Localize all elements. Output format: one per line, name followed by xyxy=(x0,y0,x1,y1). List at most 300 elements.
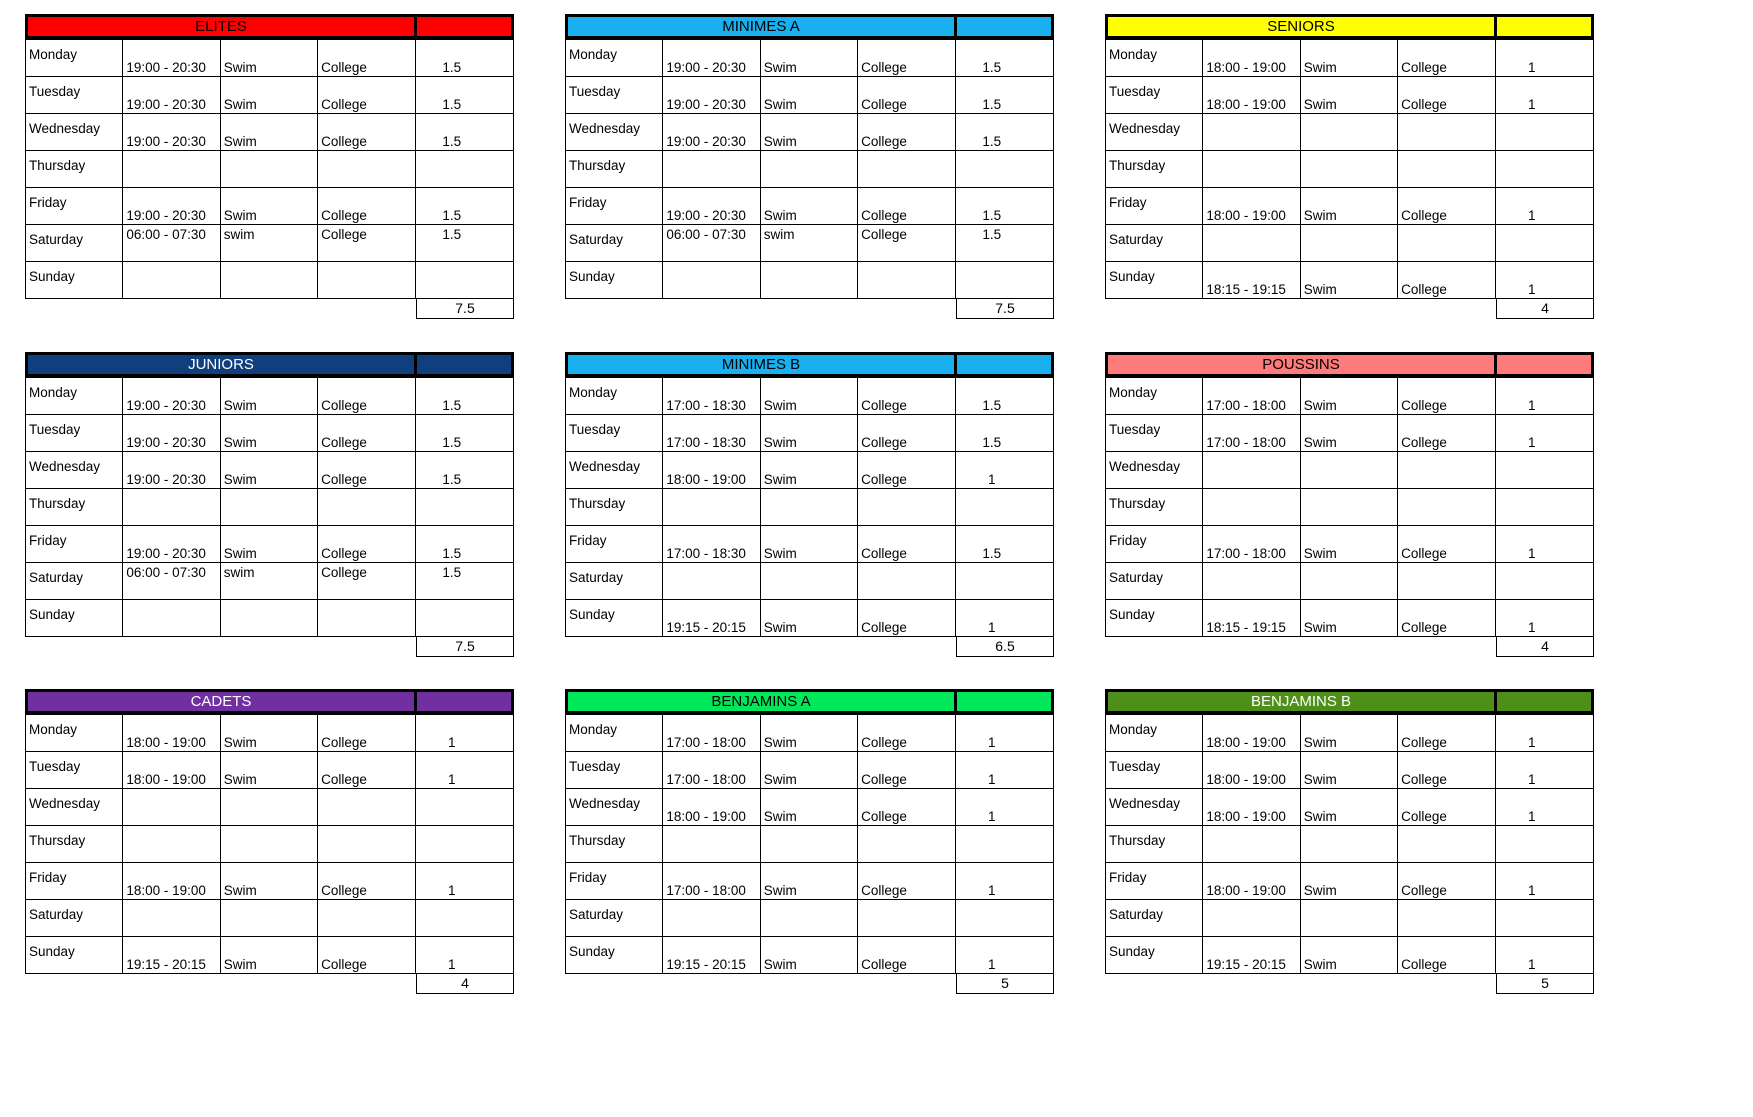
activity-cell: Swim xyxy=(220,188,317,225)
day-cell: Sunday xyxy=(566,262,663,299)
location-cell: College xyxy=(858,188,955,225)
schedule-header xyxy=(1105,689,1594,714)
time-cell xyxy=(1203,452,1300,489)
activity-cell xyxy=(220,262,317,299)
hours-cell: 1 xyxy=(1495,77,1594,114)
hours-cell xyxy=(955,826,1054,863)
hours-cell: 1.5 xyxy=(955,526,1054,563)
location-cell: College xyxy=(1398,600,1495,637)
schedule-table xyxy=(1105,377,1594,637)
schedule-table xyxy=(565,377,1054,637)
day-cell: Saturday xyxy=(566,900,663,937)
schedule-header-hours-cell xyxy=(957,692,1051,711)
hours-cell: 1 xyxy=(955,600,1054,637)
hours-cell: 1.5 xyxy=(415,378,514,415)
hours-cell: 1 xyxy=(415,863,514,900)
schedule-title: CADETS xyxy=(28,692,417,711)
table-row xyxy=(26,715,514,752)
location-cell: College xyxy=(858,114,955,151)
schedule-header-hours-cell xyxy=(957,17,1051,36)
hours-cell xyxy=(1495,563,1594,600)
day-cell: Thursday xyxy=(566,489,663,526)
time-cell: 18:00 - 19:00 xyxy=(1203,77,1300,114)
time-cell: 17:00 - 18:00 xyxy=(1203,526,1300,563)
schedule-title: BENJAMINS A xyxy=(568,692,957,711)
time-cell: 19:00 - 20:30 xyxy=(663,40,760,77)
location-cell: College xyxy=(858,715,955,752)
time-cell: 18:15 - 19:15 xyxy=(1203,262,1300,299)
day-cell: Thursday xyxy=(1106,489,1203,526)
hours-cell xyxy=(1495,452,1594,489)
activity-cell: Swim xyxy=(1300,600,1397,637)
activity-cell xyxy=(220,900,317,937)
activity-cell: swim xyxy=(760,225,857,262)
schedule-table xyxy=(1105,714,1594,974)
activity-cell: Swim xyxy=(1300,863,1397,900)
schedule-header xyxy=(1105,352,1594,377)
location-cell: College xyxy=(858,600,955,637)
table-row xyxy=(26,789,514,826)
location-cell: College xyxy=(1398,415,1495,452)
time-cell: 18:00 - 19:00 xyxy=(663,789,760,826)
location-cell: College xyxy=(318,225,415,262)
table-row xyxy=(566,40,1054,77)
activity-cell xyxy=(1300,826,1397,863)
day-cell: Sunday xyxy=(1106,262,1203,299)
day-cell: Sunday xyxy=(26,937,123,974)
day-cell: Tuesday xyxy=(26,752,123,789)
activity-cell: Swim xyxy=(1300,415,1397,452)
location-cell: College xyxy=(858,415,955,452)
location-cell xyxy=(318,600,415,637)
location-cell: College xyxy=(1398,77,1495,114)
time-cell: 18:00 - 19:00 xyxy=(1203,752,1300,789)
location-cell xyxy=(318,826,415,863)
time-cell xyxy=(1203,563,1300,600)
hours-cell: 1.5 xyxy=(955,77,1054,114)
time-cell: 18:00 - 19:00 xyxy=(663,452,760,489)
activity-cell: Swim xyxy=(1300,188,1397,225)
schedule-benjamins-a xyxy=(565,689,1054,1009)
time-cell xyxy=(1203,225,1300,262)
hours-cell: 1 xyxy=(955,789,1054,826)
hours-cell: 1 xyxy=(415,752,514,789)
location-cell: College xyxy=(858,863,955,900)
day-cell: Wednesday xyxy=(1106,452,1203,489)
table-row xyxy=(566,900,1054,937)
table-row xyxy=(26,452,514,489)
table-row xyxy=(566,715,1054,752)
hours-cell xyxy=(415,826,514,863)
time-cell: 17:00 - 18:30 xyxy=(663,415,760,452)
table-row xyxy=(26,900,514,937)
time-cell: 18:00 - 19:00 xyxy=(1203,789,1300,826)
day-cell: Friday xyxy=(566,863,663,900)
location-cell: College xyxy=(318,526,415,563)
day-cell: Wednesday xyxy=(26,789,123,826)
hours-cell: 1 xyxy=(1495,188,1594,225)
day-cell: Wednesday xyxy=(1106,114,1203,151)
time-cell: 19:00 - 20:30 xyxy=(123,77,220,114)
schedule-table xyxy=(1105,39,1594,299)
time-cell: 19:00 - 20:30 xyxy=(663,77,760,114)
time-cell xyxy=(663,489,760,526)
hours-cell: 1 xyxy=(415,715,514,752)
location-cell xyxy=(858,151,955,188)
schedule-header-hours-cell xyxy=(417,355,511,374)
day-cell: Thursday xyxy=(1106,826,1203,863)
day-cell: Thursday xyxy=(26,826,123,863)
time-cell: 19:15 - 20:15 xyxy=(663,937,760,974)
location-cell: College xyxy=(1398,378,1495,415)
day-cell: Wednesday xyxy=(566,114,663,151)
table-row xyxy=(26,563,514,600)
hours-cell: 1.5 xyxy=(415,40,514,77)
table-row xyxy=(1106,789,1594,826)
location-cell: College xyxy=(858,40,955,77)
table-row xyxy=(26,151,514,188)
table-row xyxy=(1106,526,1594,563)
time-cell: 17:00 - 18:00 xyxy=(663,752,760,789)
hours-cell: 1.5 xyxy=(415,452,514,489)
time-cell: 18:00 - 19:00 xyxy=(123,863,220,900)
activity-cell xyxy=(1300,114,1397,151)
time-cell: 19:00 - 20:30 xyxy=(123,114,220,151)
hours-cell: 1.5 xyxy=(955,188,1054,225)
day-cell: Saturday xyxy=(566,225,663,262)
location-cell: College xyxy=(1398,40,1495,77)
day-cell: Thursday xyxy=(566,151,663,188)
table-row xyxy=(1106,225,1594,262)
activity-cell xyxy=(1300,489,1397,526)
day-cell: Monday xyxy=(1106,40,1203,77)
table-row xyxy=(566,600,1054,637)
time-cell: 17:00 - 18:30 xyxy=(663,526,760,563)
table-row xyxy=(1106,114,1594,151)
location-cell: College xyxy=(858,77,955,114)
location-cell xyxy=(1398,563,1495,600)
day-cell: Wednesday xyxy=(26,114,123,151)
activity-cell: Swim xyxy=(760,715,857,752)
location-cell: College xyxy=(318,452,415,489)
day-cell: Sunday xyxy=(566,600,663,637)
activity-cell: Swim xyxy=(1300,378,1397,415)
activity-cell xyxy=(760,826,857,863)
table-row xyxy=(566,563,1054,600)
location-cell xyxy=(318,489,415,526)
activity-cell xyxy=(760,151,857,188)
time-cell xyxy=(1203,826,1300,863)
hours-cell xyxy=(415,151,514,188)
location-cell xyxy=(858,262,955,299)
activity-cell xyxy=(220,600,317,637)
hours-cell xyxy=(415,900,514,937)
activity-cell: Swim xyxy=(1300,715,1397,752)
time-cell xyxy=(663,563,760,600)
location-cell xyxy=(858,900,955,937)
activity-cell: Swim xyxy=(220,452,317,489)
hours-cell: 1 xyxy=(1495,40,1594,77)
table-row xyxy=(566,863,1054,900)
location-cell xyxy=(858,826,955,863)
activity-cell: Swim xyxy=(760,863,857,900)
activity-cell xyxy=(1300,225,1397,262)
hours-cell: 1.5 xyxy=(955,225,1054,262)
day-cell: Sunday xyxy=(1106,937,1203,974)
schedule-header-hours-cell xyxy=(417,692,511,711)
hours-cell xyxy=(415,600,514,637)
day-cell: Wednesday xyxy=(566,452,663,489)
table-row xyxy=(566,752,1054,789)
hours-cell: 1 xyxy=(415,937,514,974)
table-row xyxy=(566,526,1054,563)
activity-cell: Swim xyxy=(220,863,317,900)
table-row xyxy=(26,415,514,452)
day-cell: Thursday xyxy=(566,826,663,863)
schedule-header-hours-cell xyxy=(417,17,511,36)
table-row xyxy=(1106,262,1594,299)
location-cell: College xyxy=(1398,752,1495,789)
activity-cell: swim xyxy=(220,563,317,600)
activity-cell: Swim xyxy=(1300,789,1397,826)
day-cell: Monday xyxy=(566,378,663,415)
hours-cell xyxy=(1495,151,1594,188)
table-row xyxy=(1106,452,1594,489)
hours-cell xyxy=(1495,900,1594,937)
location-cell xyxy=(318,151,415,188)
day-cell: Wednesday xyxy=(1106,789,1203,826)
schedule-header-hours-cell xyxy=(1497,17,1591,36)
schedule-table xyxy=(25,39,514,299)
schedule-title: JUNIORS xyxy=(28,355,417,374)
time-cell: 18:00 - 19:00 xyxy=(1203,188,1300,225)
hours-cell: 1 xyxy=(955,715,1054,752)
hours-cell: 1.5 xyxy=(415,77,514,114)
activity-cell: Swim xyxy=(220,937,317,974)
hours-cell xyxy=(955,563,1054,600)
activity-cell: Swim xyxy=(1300,526,1397,563)
schedule-table xyxy=(565,39,1054,299)
day-cell: Tuesday xyxy=(1106,415,1203,452)
location-cell: College xyxy=(318,715,415,752)
day-cell: Saturday xyxy=(1106,900,1203,937)
location-cell xyxy=(1398,900,1495,937)
day-cell: Sunday xyxy=(26,262,123,299)
time-cell: 19:15 - 20:15 xyxy=(663,600,760,637)
day-cell: Tuesday xyxy=(1106,77,1203,114)
time-cell xyxy=(663,900,760,937)
activity-cell: Swim xyxy=(760,752,857,789)
activity-cell: Swim xyxy=(220,752,317,789)
activity-cell: Swim xyxy=(220,415,317,452)
location-cell xyxy=(858,489,955,526)
hours-cell: 1 xyxy=(1495,789,1594,826)
hours-cell: 1 xyxy=(1495,715,1594,752)
time-cell: 18:00 - 19:00 xyxy=(123,715,220,752)
time-cell: 19:15 - 20:15 xyxy=(1203,937,1300,974)
time-cell: 06:00 - 07:30 xyxy=(663,225,760,262)
location-cell: College xyxy=(318,378,415,415)
table-row xyxy=(26,262,514,299)
location-cell: College xyxy=(858,526,955,563)
table-row xyxy=(1106,415,1594,452)
time-cell: 06:00 - 07:30 xyxy=(123,563,220,600)
location-cell: College xyxy=(318,863,415,900)
time-cell: 19:00 - 20:30 xyxy=(123,188,220,225)
time-cell: 19:00 - 20:30 xyxy=(123,378,220,415)
table-row xyxy=(566,114,1054,151)
location-cell: College xyxy=(1398,937,1495,974)
day-cell: Thursday xyxy=(26,489,123,526)
time-cell xyxy=(123,900,220,937)
table-row xyxy=(26,600,514,637)
day-cell: Monday xyxy=(566,715,663,752)
table-row xyxy=(26,752,514,789)
table-row xyxy=(1106,900,1594,937)
day-cell: Friday xyxy=(566,188,663,225)
hours-cell: 1 xyxy=(955,752,1054,789)
activity-cell: Swim xyxy=(1300,752,1397,789)
location-cell: College xyxy=(318,40,415,77)
time-cell xyxy=(123,600,220,637)
activity-cell xyxy=(1300,151,1397,188)
activity-cell: Swim xyxy=(760,415,857,452)
activity-cell: Swim xyxy=(220,715,317,752)
time-cell: 19:00 - 20:30 xyxy=(123,526,220,563)
hours-cell: 1.5 xyxy=(415,563,514,600)
table-row xyxy=(1106,489,1594,526)
hours-cell: 1.5 xyxy=(955,378,1054,415)
day-cell: Saturday xyxy=(1106,563,1203,600)
activity-cell: Swim xyxy=(1300,77,1397,114)
schedule-minimes-a xyxy=(565,14,1054,334)
day-cell: Monday xyxy=(26,378,123,415)
schedule-header xyxy=(25,352,514,377)
schedule-seniors xyxy=(1105,14,1594,334)
location-cell xyxy=(318,900,415,937)
hours-cell xyxy=(955,900,1054,937)
table-row xyxy=(1106,826,1594,863)
activity-cell xyxy=(1300,900,1397,937)
day-cell: Friday xyxy=(26,526,123,563)
time-cell: 19:15 - 20:15 xyxy=(123,937,220,974)
schedule-table xyxy=(25,377,514,637)
day-cell: Wednesday xyxy=(26,452,123,489)
schedule-title: BENJAMINS B xyxy=(1108,692,1497,711)
table-row xyxy=(26,77,514,114)
table-row xyxy=(566,151,1054,188)
table-row xyxy=(566,415,1054,452)
table-row xyxy=(1106,563,1594,600)
day-cell: Saturday xyxy=(26,900,123,937)
location-cell: College xyxy=(318,188,415,225)
total-hours: 7.5 xyxy=(416,636,514,657)
time-cell xyxy=(123,151,220,188)
location-cell xyxy=(318,262,415,299)
schedule-title: ELITES xyxy=(28,17,417,36)
time-cell: 19:00 - 20:30 xyxy=(123,452,220,489)
activity-cell xyxy=(220,489,317,526)
location-cell xyxy=(1398,225,1495,262)
time-cell xyxy=(123,489,220,526)
time-cell: 18:00 - 19:00 xyxy=(1203,40,1300,77)
location-cell: College xyxy=(318,114,415,151)
day-cell: Friday xyxy=(1106,526,1203,563)
day-cell: Friday xyxy=(1106,863,1203,900)
hours-cell xyxy=(415,262,514,299)
hours-cell xyxy=(415,789,514,826)
schedule-table xyxy=(565,714,1054,974)
day-cell: Monday xyxy=(1106,378,1203,415)
table-row xyxy=(1106,937,1594,974)
location-cell xyxy=(1398,489,1495,526)
table-row xyxy=(566,225,1054,262)
table-row xyxy=(26,937,514,974)
day-cell: Tuesday xyxy=(1106,752,1203,789)
table-row xyxy=(1106,600,1594,637)
day-cell: Tuesday xyxy=(26,415,123,452)
hours-cell: 1.5 xyxy=(955,114,1054,151)
table-row xyxy=(566,452,1054,489)
location-cell: College xyxy=(318,937,415,974)
table-row xyxy=(1106,188,1594,225)
location-cell: College xyxy=(858,452,955,489)
activity-cell: Swim xyxy=(220,77,317,114)
schedule-header xyxy=(565,14,1054,39)
time-cell xyxy=(123,789,220,826)
table-row xyxy=(566,77,1054,114)
day-cell: Sunday xyxy=(1106,600,1203,637)
hours-cell xyxy=(415,489,514,526)
hours-cell xyxy=(1495,225,1594,262)
day-cell: Tuesday xyxy=(26,77,123,114)
activity-cell: Swim xyxy=(220,378,317,415)
time-cell: 17:00 - 18:00 xyxy=(1203,378,1300,415)
time-cell: 17:00 - 18:30 xyxy=(663,378,760,415)
schedule-juniors xyxy=(25,352,514,672)
hours-cell: 1 xyxy=(955,452,1054,489)
schedule-title: MINIMES A xyxy=(568,17,957,36)
time-cell xyxy=(1203,151,1300,188)
activity-cell: Swim xyxy=(760,40,857,77)
day-cell: Sunday xyxy=(26,600,123,637)
schedule-header xyxy=(25,14,514,39)
table-row xyxy=(26,40,514,77)
location-cell: College xyxy=(858,752,955,789)
table-row xyxy=(26,378,514,415)
schedule-poussins xyxy=(1105,352,1594,672)
location-cell: College xyxy=(858,378,955,415)
activity-cell: Swim xyxy=(1300,262,1397,299)
day-cell: Monday xyxy=(26,715,123,752)
time-cell: 17:00 - 18:00 xyxy=(663,863,760,900)
activity-cell: Swim xyxy=(760,789,857,826)
hours-cell: 1.5 xyxy=(955,415,1054,452)
location-cell: College xyxy=(1398,188,1495,225)
table-row xyxy=(566,262,1054,299)
activity-cell: Swim xyxy=(1300,40,1397,77)
hours-cell: 1.5 xyxy=(415,114,514,151)
schedule-header xyxy=(565,352,1054,377)
hours-cell: 1.5 xyxy=(415,415,514,452)
time-cell: 17:00 - 18:00 xyxy=(663,715,760,752)
time-cell xyxy=(123,826,220,863)
day-cell: Friday xyxy=(1106,188,1203,225)
hours-cell: 1 xyxy=(1495,937,1594,974)
activity-cell: Swim xyxy=(220,114,317,151)
activity-cell xyxy=(220,826,317,863)
table-row xyxy=(566,937,1054,974)
